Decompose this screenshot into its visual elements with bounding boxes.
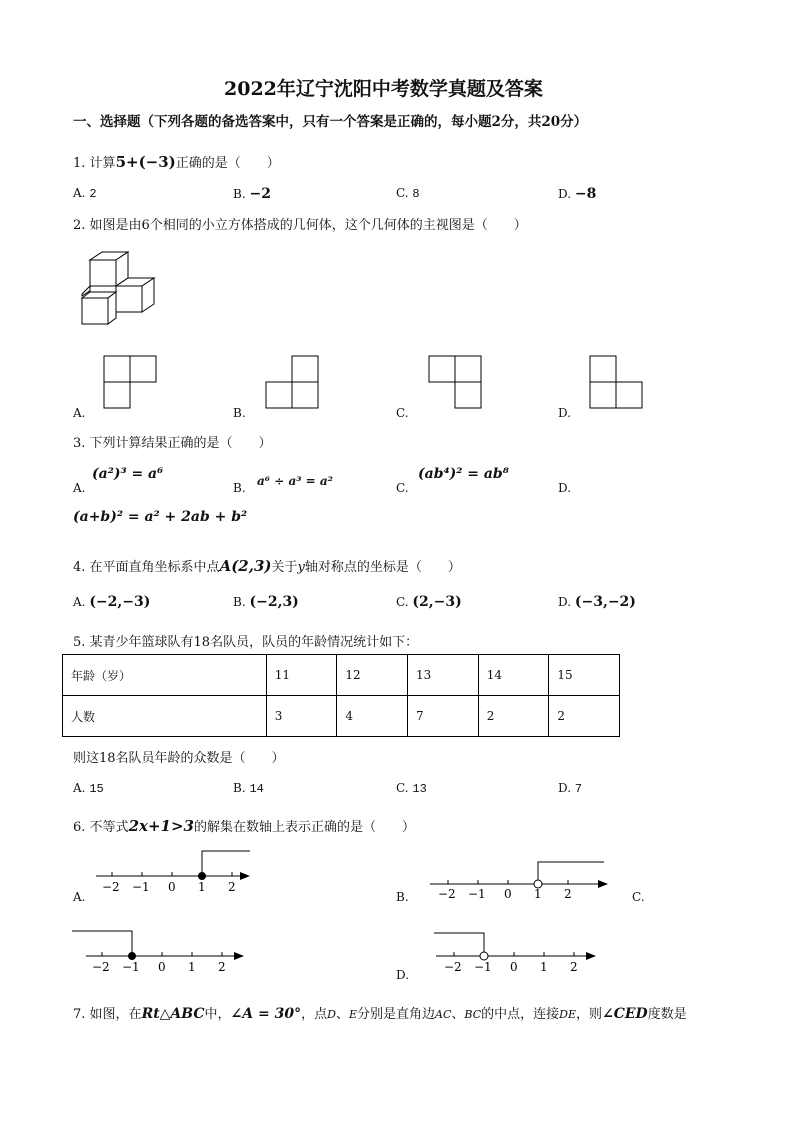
q2-label-a: A. [73, 406, 86, 420]
q3-option-c[interactable]: (ab⁴)² = ab⁸ [418, 466, 509, 482]
q6-label-c: C. [632, 890, 645, 904]
q6-label-d: D. [396, 968, 410, 982]
question-1 [73, 152, 280, 171]
tick-label: 0 [510, 960, 518, 974]
table-row [63, 696, 620, 737]
question-5: 5. 某青少年篮球队有18名队员，队员的年龄情况统计如下： [73, 635, 419, 650]
q1-number: 1. [73, 156, 86, 171]
q5-option-c[interactable]: C. 13 [396, 781, 427, 796]
tick-label: 2 [228, 880, 236, 894]
q3-label-d: D. [558, 481, 572, 495]
table-cell: 12 [337, 655, 408, 696]
table-cell: 7 [408, 696, 479, 737]
q1-option-b[interactable]: B. −2 [233, 186, 271, 202]
tick-label: −2 [438, 887, 456, 900]
q5-question: 则这18名队员年龄的众数是（ ） [73, 751, 285, 766]
tick-label: 1 [540, 960, 548, 974]
q1-option-a[interactable]: A. 2 [73, 186, 97, 201]
tick-label: −1 [474, 960, 492, 974]
tick-label: 1 [534, 887, 542, 900]
tick-label: 1 [188, 960, 196, 974]
q4-option-d[interactable]: D. (−3,−2) [558, 594, 636, 610]
q1-option-d[interactable]: D. −8 [558, 186, 597, 202]
question-2: 2. 如图是由6个相同的小立方体搭成的几何体，这个几何体的主视图是（ ） [73, 218, 527, 233]
q1-post: 正确的是（ ） [175, 156, 280, 171]
q6-option-c-number-line[interactable] [70, 926, 250, 976]
q3-option-b[interactable]: a⁶ ÷ a³ = a² [257, 474, 333, 488]
q2-option-a-figure[interactable] [103, 355, 157, 409]
q1-option-c[interactable]: C. 8 [396, 186, 420, 201]
q1-expression: 5+(−3) [115, 153, 176, 171]
question-6: 6. 不等式2x+1>3的解集在数轴上表示正确的是（ ） [73, 817, 415, 835]
section-heading: 一、选择题（下列各题的备选答案中，只有一个答案是正确的，每小题2分，共20分） [73, 114, 588, 130]
cube-figure [78, 250, 160, 330]
q4-option-a[interactable]: A. (−2,−3) [73, 594, 151, 610]
q5-option-b[interactable]: B. 14 [233, 781, 264, 796]
tick-label: 0 [168, 880, 176, 894]
table-cell: 年龄（岁） [63, 655, 267, 696]
tick-label: −2 [92, 960, 110, 974]
q4-option-b[interactable]: B. (−2,3) [233, 594, 299, 610]
q6-label-a: A. [73, 890, 86, 904]
q7-angle-ced: ∠CED [602, 1006, 648, 1022]
q6-label-b: B. [396, 890, 409, 904]
q3-label-c: C. [396, 481, 409, 495]
table-cell: 15 [549, 655, 620, 696]
q3-option-a[interactable]: (a²)³ = a⁶ [92, 466, 164, 482]
q6-option-d-number-line[interactable] [430, 928, 600, 976]
table-row [63, 655, 620, 696]
question-3: 3. 下列计算结果正确的是（ ） [73, 436, 272, 451]
page-title: 2022年辽宁沈阳中考数学真题及答案 [224, 78, 543, 100]
tick-label: −2 [102, 880, 120, 894]
tick-label: 2 [564, 887, 572, 900]
table-cell: 2 [478, 696, 549, 737]
q2-label-c: C. [396, 406, 409, 420]
table-cell: 11 [266, 655, 337, 696]
q3-label-a: A. [73, 481, 86, 495]
q2-label-b: B. [233, 406, 246, 420]
tick-label: −1 [122, 960, 140, 974]
tick-label: −1 [132, 880, 150, 894]
q6-option-b-number-line[interactable] [428, 858, 608, 900]
table-cell: 13 [408, 655, 479, 696]
question-4: 4. 在平面直角坐标系中点A(2,3)关于y轴对称点的坐标是（ ） [73, 557, 461, 575]
tick-label: −1 [468, 887, 486, 900]
table-cell: 2 [549, 696, 620, 737]
table-cell: 人数 [63, 696, 267, 737]
q3-label-b: B. [233, 481, 246, 495]
table-cell: 4 [337, 696, 408, 737]
q4-option-c[interactable]: C. (2,−3) [396, 594, 462, 610]
tick-label: 0 [504, 887, 512, 900]
tick-label: 2 [218, 960, 226, 974]
q1-pre: 计算 [89, 156, 116, 171]
table-cell: 14 [478, 655, 549, 696]
q2-label-d: D. [558, 406, 572, 420]
q7-triangle: Rt△ABC [141, 1006, 205, 1022]
tick-label: −2 [444, 960, 462, 974]
q3-option-d[interactable]: (a+b)² = a² + 2ab + b² [73, 509, 248, 525]
age-table [62, 654, 620, 737]
q5-option-a[interactable]: A. 15 [73, 781, 104, 796]
q2-option-c-figure[interactable] [428, 355, 482, 409]
q6-option-a-number-line[interactable] [94, 848, 254, 898]
tick-label: 1 [198, 880, 206, 894]
q2-option-b-figure[interactable] [265, 355, 319, 409]
table-cell: 3 [266, 696, 337, 737]
q2-option-d-figure[interactable] [589, 355, 643, 409]
q6-inequality: 2x+1>3 [128, 817, 194, 835]
q5-option-d[interactable]: D. 7 [558, 781, 583, 796]
tick-label: 2 [570, 960, 578, 974]
q4-point: A(2,3) [219, 557, 272, 575]
tick-label: 0 [158, 960, 166, 974]
question-7: 7. 如图，在Rt△ABC中，∠A = 30°，点D、E分别是直角边AC、BC的中点，连接DE，则∠CED度数是 [73, 1006, 687, 1022]
q7-angle: ∠A = 30° [230, 1006, 302, 1022]
